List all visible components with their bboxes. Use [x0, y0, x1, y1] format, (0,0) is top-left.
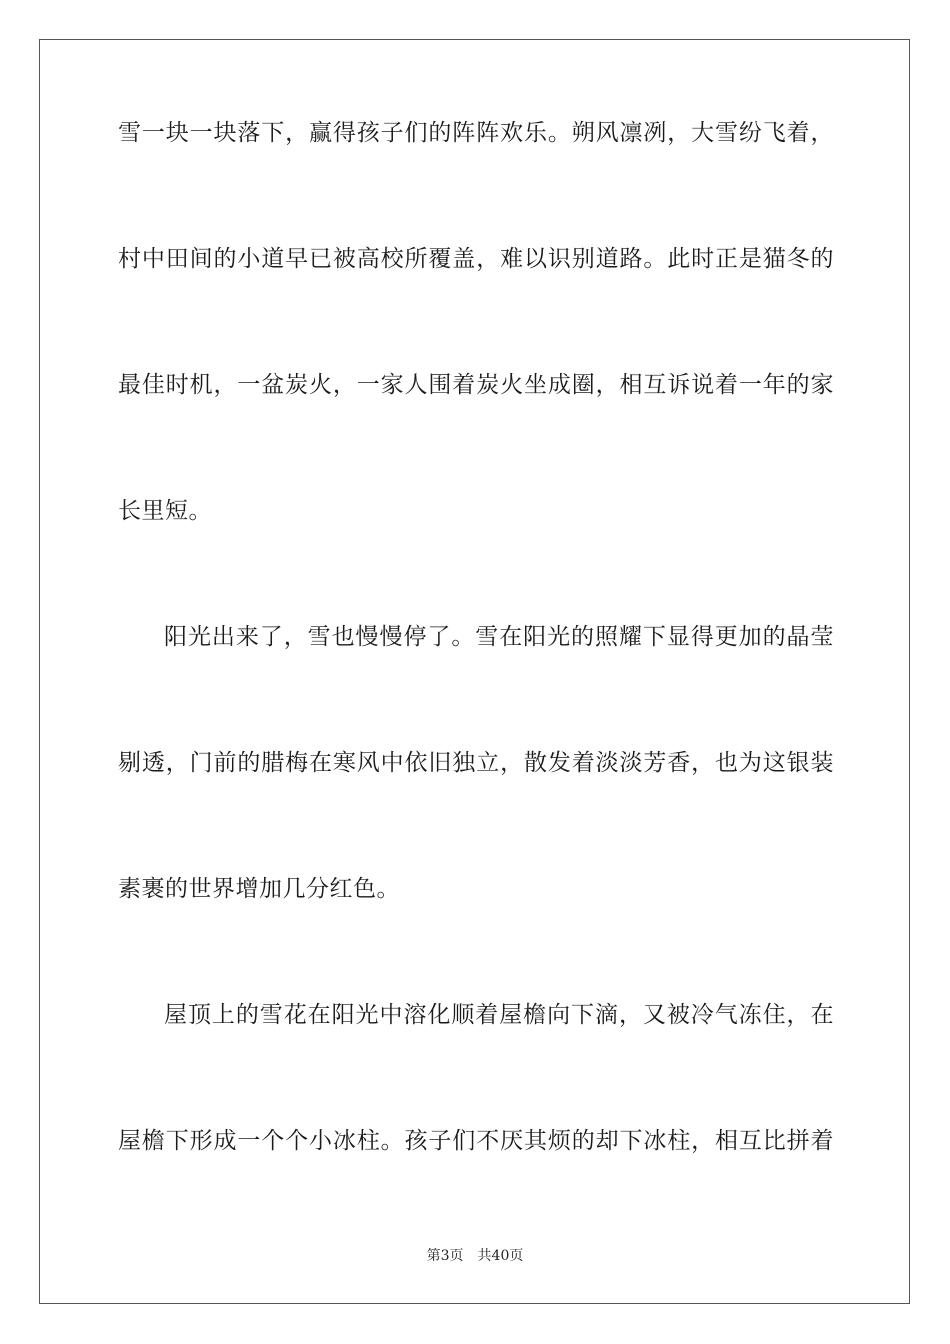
- text-line-5: 阳光出来了，雪也慢慢停了。雪在阳光的照耀下显得更加的晶莹: [164, 624, 834, 650]
- text-line-7: 素裹的世界增加几分红色。: [118, 876, 400, 902]
- text-line-6: 剔透，门前的腊梅在寒风中依旧独立，散发着淡淡芳香，也为这银装: [118, 750, 834, 776]
- page-footer: [0, 1245, 950, 1265]
- text-line-9: 屋檐下形成一个个小冰柱。孩子们不厌其烦的却下冰柱，相互比拼着: [118, 1128, 834, 1154]
- page-total: 共40页: [477, 1248, 524, 1264]
- page-number: 第3页: [426, 1248, 464, 1264]
- document-body: [118, 113, 834, 1247]
- text-line-2: 村中田间的小道早已被高校所覆盖，难以识别道路。此时正是猫冬的: [118, 246, 834, 272]
- text-line-8: 屋顶上的雪花在阳光中溶化顺着屋檐向下滴，又被冷气冻住，在: [164, 1002, 834, 1028]
- text-line-1: 雪一块一块落下，赢得孩子们的阵阵欢乐。朔风凛冽，大雪纷飞着，: [118, 120, 834, 146]
- text-line-4: 长里短。: [118, 498, 212, 524]
- text-line-3: 最佳时机，一盆炭火，一家人围着炭火坐成圈，相互诉说着一年的家: [118, 372, 834, 398]
